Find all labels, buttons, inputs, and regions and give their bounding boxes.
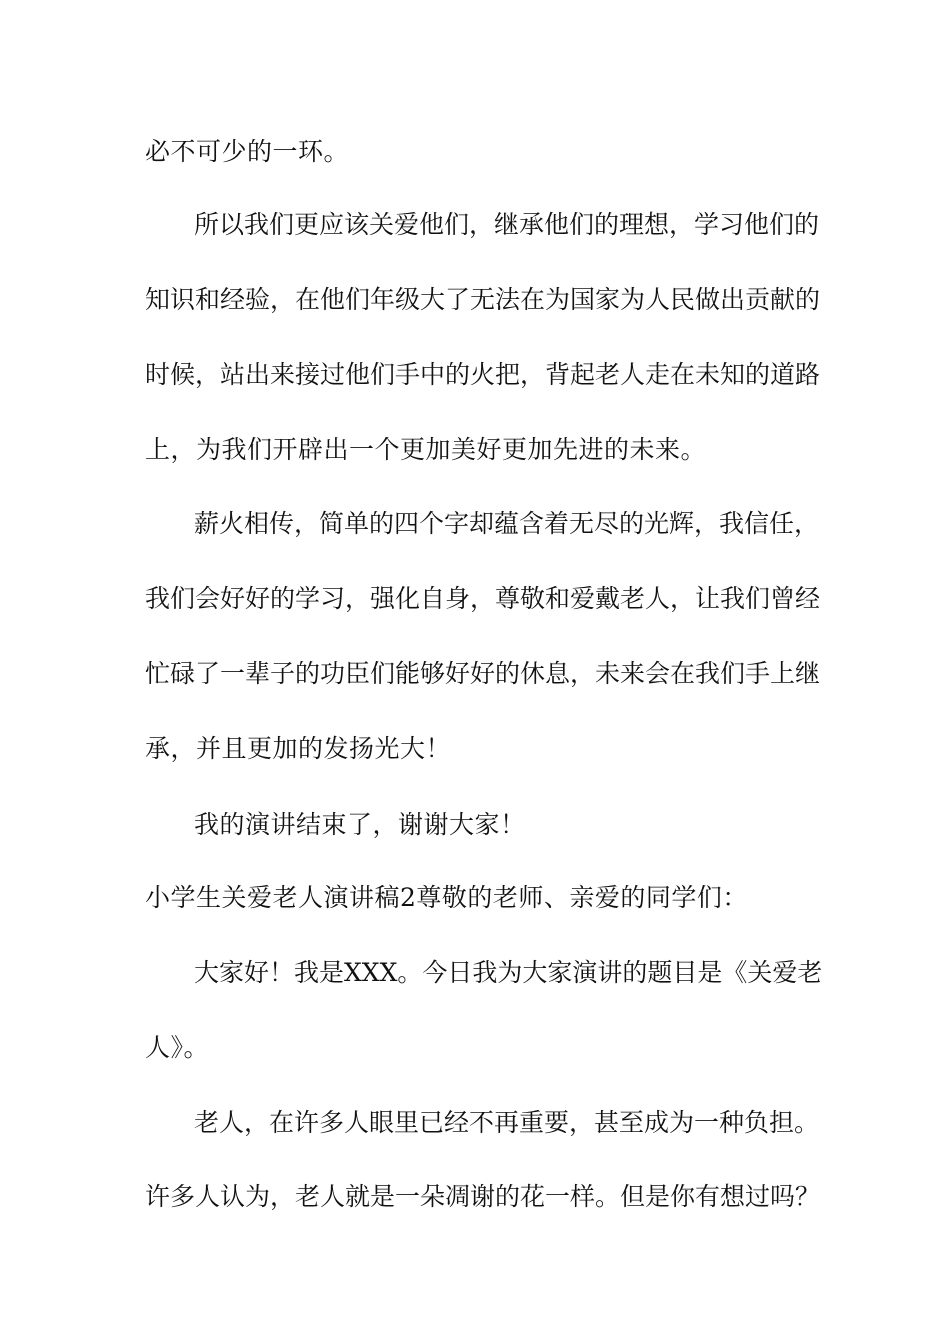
paragraph-first-line: 我的演讲结束了，谢谢大家！ [194,810,526,839]
text-line: 知识和经验，在他们年级大了无法在为国家为人民做出贡献的 [145,285,821,314]
paragraph-first-line: 所以我们更应该关爱他们，继承他们的理想，学习他们的 [194,210,820,239]
text-line: 人》。 [145,1033,210,1062]
paragraph-first-line: 薪火相传，简单的四个字却蕴含着无尽的光辉，我信任， [194,509,820,538]
text-line: 上，为我们开辟出一个更加美好更加先进的未来。 [145,435,707,464]
text-line: 忙碌了一辈子的功臣们能够好好的休息，未来会在我们手上继 [145,659,821,688]
text-line: 许多人认为，老人就是一朵凋谢的花一样。但是你有想过吗？ [145,1182,821,1211]
paragraph-first-line: 大家好！我是XXX。今日我为大家演讲的题目是《关爱老 [194,958,823,987]
text-line: 承，并且更加的发扬光大！ [145,734,452,763]
paragraph-first-line: 老人，在许多人眼里已经不再重要，甚至成为一种负担。 [194,1108,820,1137]
text-line: 我们会好好的学习，强化自身，尊敬和爱戴老人，让我们曾经 [145,584,821,613]
text-line: 时候，站出来接过他们手中的火把，背起老人走在未知的道路 [145,360,821,389]
section-heading-line: 小学生关爱老人演讲稿2尊敬的老师、亲爱的同学们： [145,883,748,912]
text-line: 必不可少的一环。 [145,137,350,166]
